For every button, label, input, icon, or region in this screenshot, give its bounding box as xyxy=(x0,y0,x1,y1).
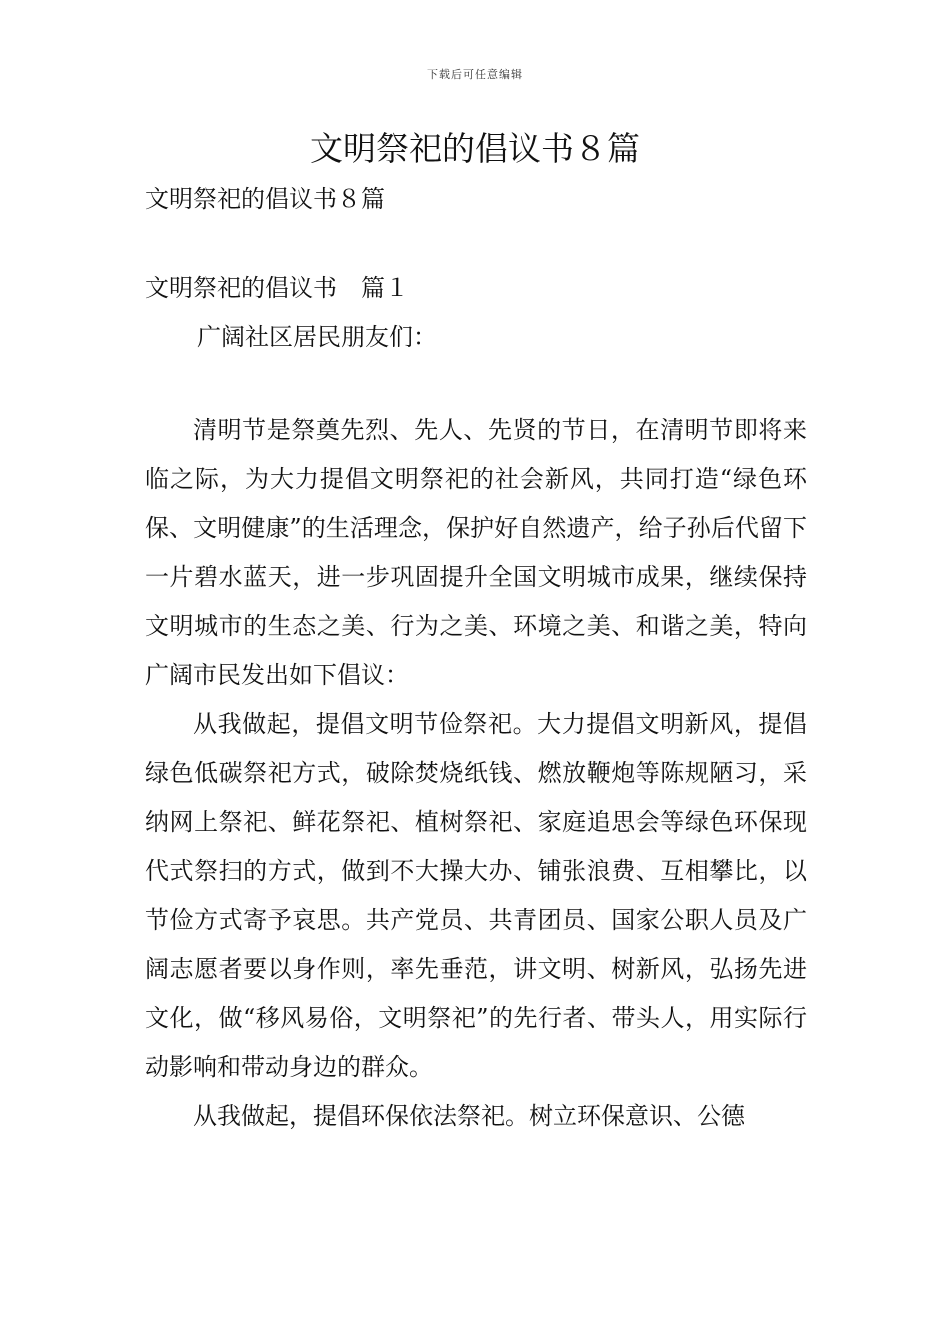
document-subtitle: 文明祭祀的倡议书８篇 xyxy=(145,185,385,213)
section-heading: 文明祭祀的倡议书 篇１ xyxy=(145,274,409,302)
document-body xyxy=(145,175,807,1141)
document-title: 文明祭祀的倡议书８篇 xyxy=(310,129,640,168)
paragraph-3: 从我做起，提倡环保依法祭祀。树立环保意识、公德 xyxy=(193,1102,745,1130)
paragraph-2: 从我做起，提倡文明节俭祭祀。大力提倡文明新风，提倡绿色低碳祭祀方式，破除焚烧纸钱、燃放鞭炮等陈规陋习，采纳网上祭祀、鲜花祭祀、植树祭祀、家庭追思会等绿色环保现代式祭扫的方式，做到不大操大办、铺张浪费、互相攀比，以节俭方式寄予哀思。共产党员、共青团员、国家公职人员及广阔志愿者要以身作则，率先垂范，讲文明、树新风，弘扬先进文化，做“移风易俗，文明祭祀”的先行者、带头人，用实际行动影响和带动身边的群众。 xyxy=(145,710,807,1081)
salutation: 广阔社区居民朋友们： xyxy=(197,323,437,351)
paragraph-1: 清明节是祭奠先烈、先人、先贤的节日，在清明节即将来临之际，为大力提倡文明祭祀的社会新风，共同打造“绿色环保、文明健康”的生活理念，保护好自然遗产，给子孙后代留下一片碧水蓝天，进一步巩固提升全国文明城市成果，继续保持文明城市的生态之美、行为之美、环境之美、和谐之美，特向广阔市民发出如下倡议： xyxy=(145,416,807,689)
header-note: 下载后可任意编辑 xyxy=(427,68,523,81)
